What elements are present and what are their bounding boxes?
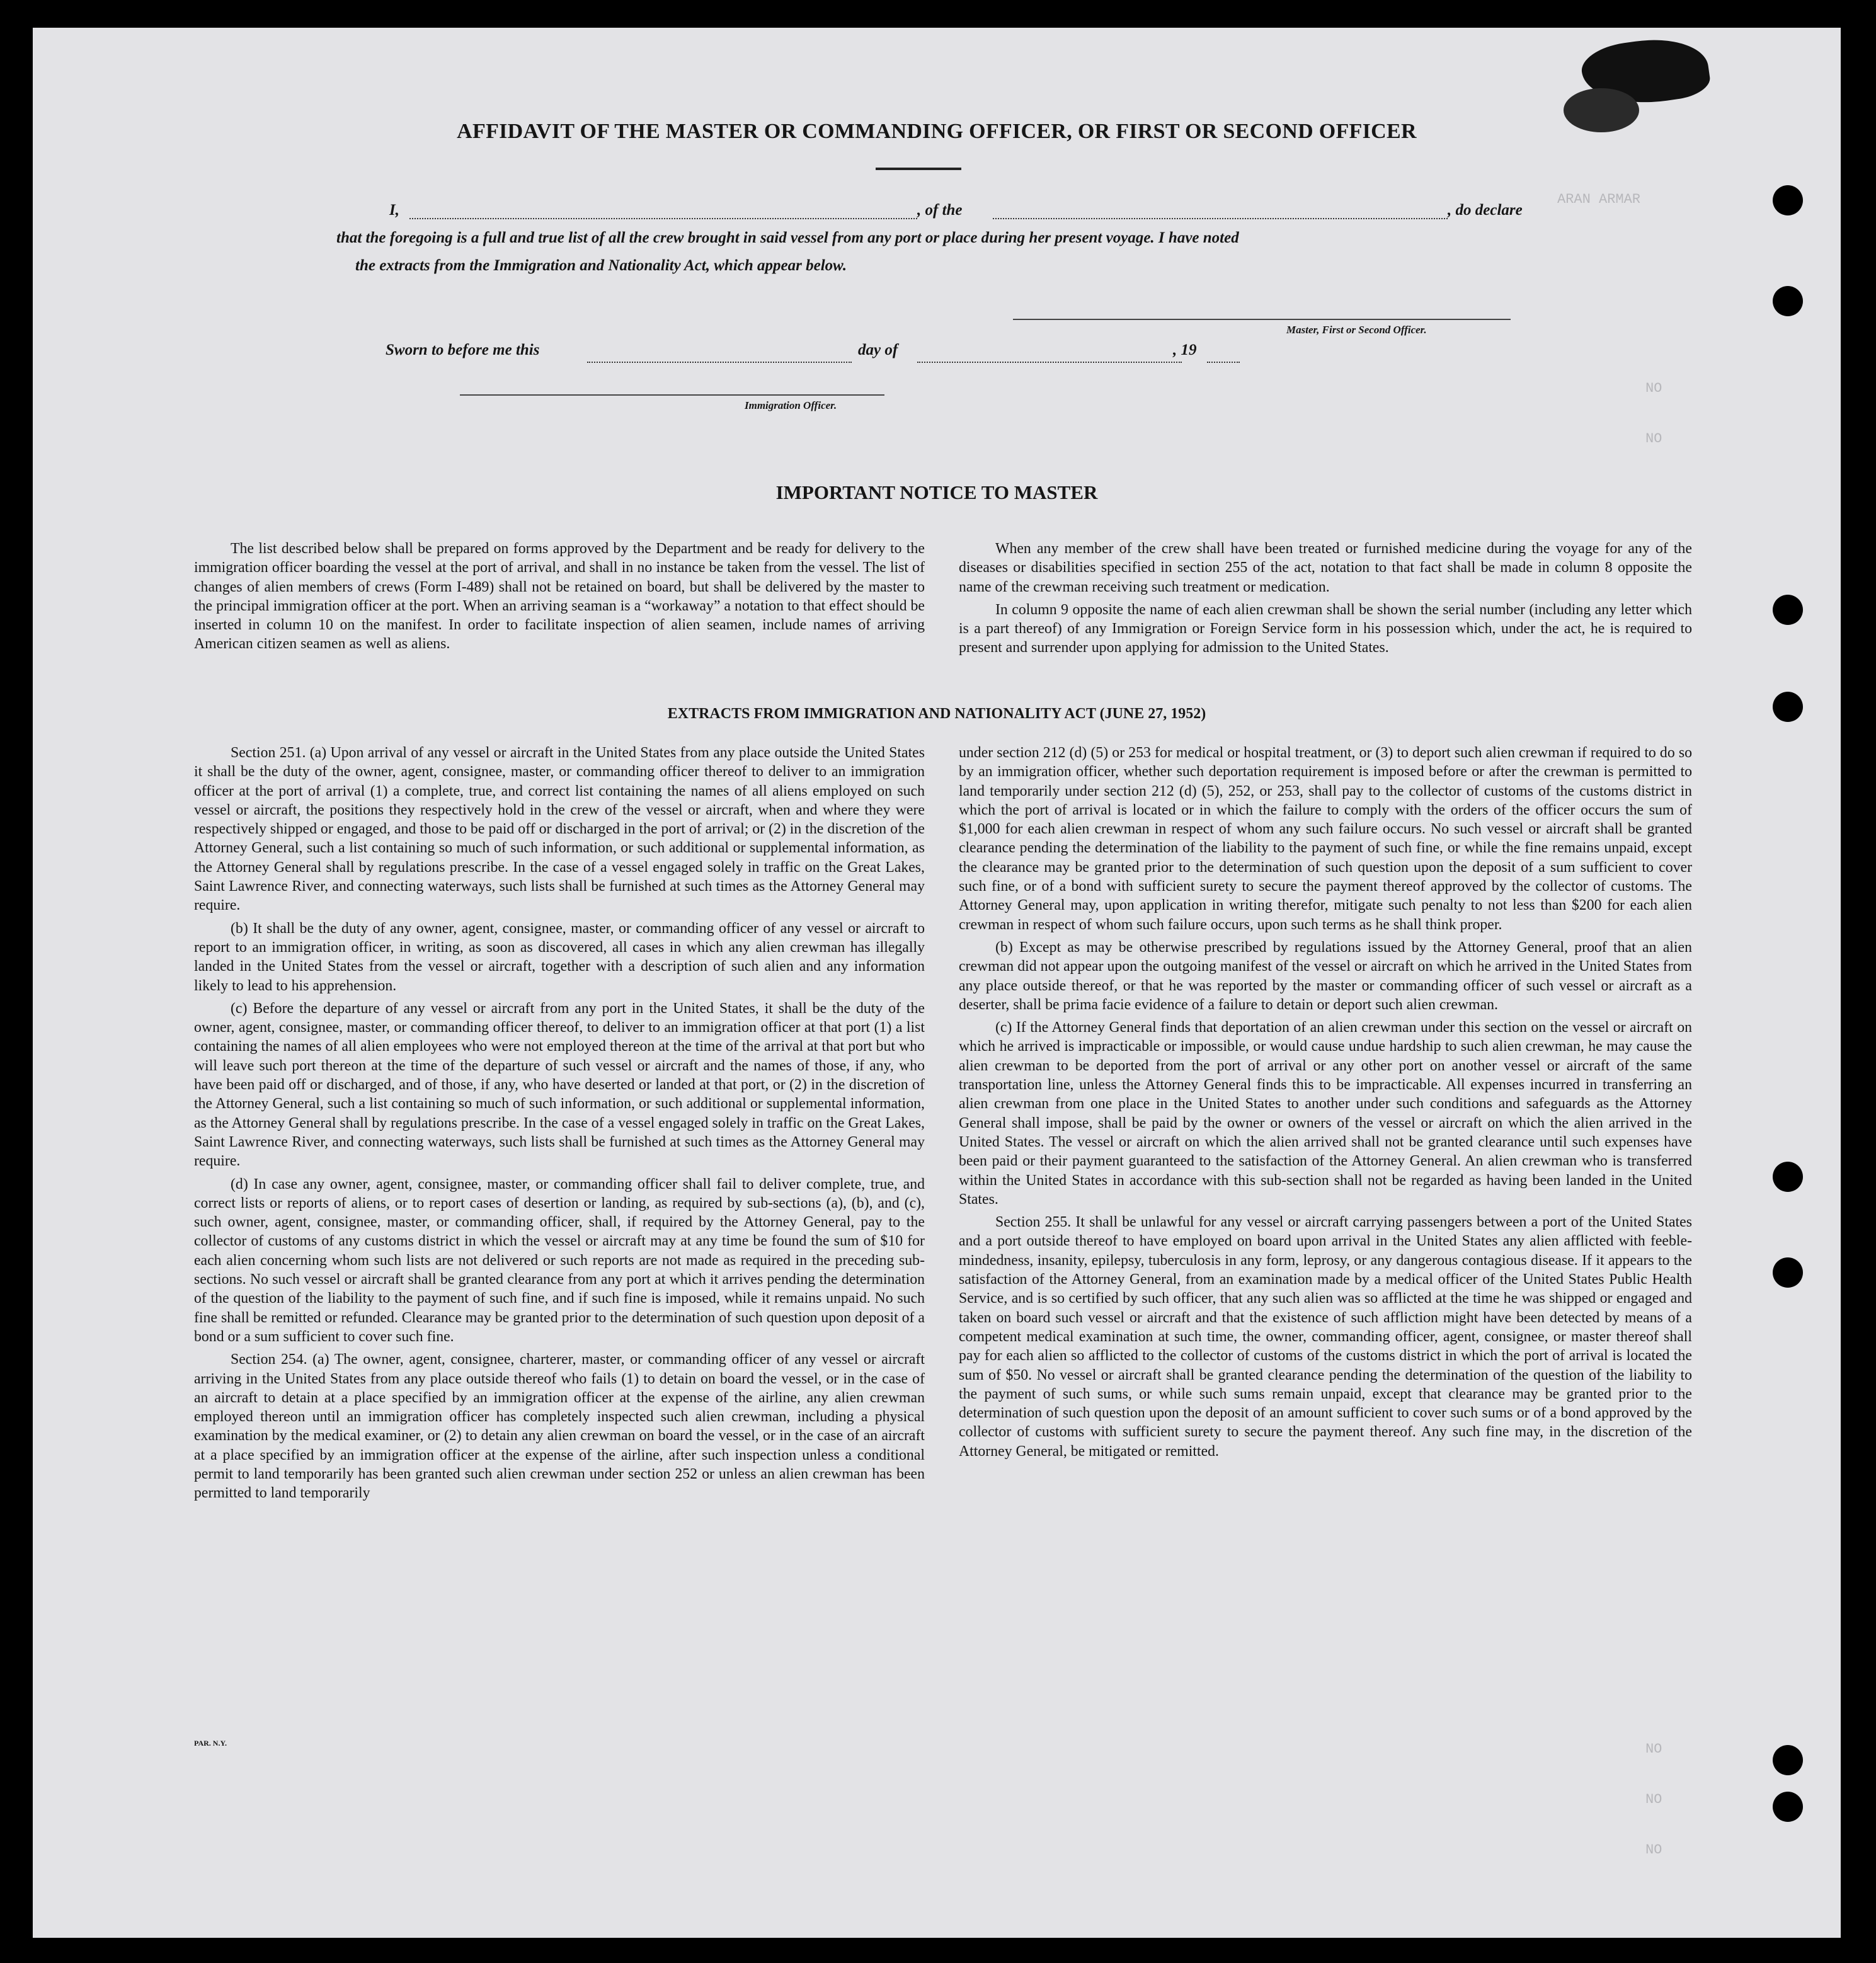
vessel-blank[interactable] xyxy=(993,218,1448,219)
affidavit-statement-line2: the extracts from the Immigration and Nationality Act, which appear below. xyxy=(355,257,847,274)
extracts-left-column xyxy=(194,743,925,1507)
affidavit-title: AFFIDAVIT OF THE MASTER OR COMMANDING OFFICER, OR FIRST OR SECOND OFFICER xyxy=(457,120,1417,143)
notice-right-paragraph-2: In column 9 opposite the name of each alien crewman shall be shown the serial number (including any letter which is a part thereof) of any Immigration or Foreign Service form in his possession which, under the act, he is required to present and surrender upon applying for admission to the United States. xyxy=(959,601,1692,656)
i-label: I, xyxy=(389,202,399,219)
printer-mark: PAR. N.Y. xyxy=(194,1739,227,1748)
year-blank[interactable] xyxy=(1207,362,1240,363)
section-254b: (b) Except as may be otherwise prescribed by regulations issued by the Attorney General, proof that an alien crewman did not appear upon the outgoing manifest of the vessel or aircraft on which he arrived in the United States from any place outside thereof, or that he was reported by the master or commanding officer of such vessel or aircraft as a deserter, shall be prima facie evidence of a failure to detain or deport such alien crewman. xyxy=(959,939,1692,1013)
extracts-heading: EXTRACTS FROM IMMIGRATION AND NATIONALITY ACT (JUNE 27, 1952) xyxy=(667,706,1206,722)
section-255: Section 255. It shall be unlawful for any vessel or aircraft carrying passengers between a port of the United States and a port outside thereof to have employed on board upon arrival in the United States any alien afflicted with feeble-mindedness, insanity, epilepsy, tuberculosis in any form, leprosy, or any dangerous contagious disease. If it appears to the satisfaction of the Attorney General, from an examination made by a medical officer of the United States Public Health Service, and is so certified by such officer, that any such alien was so afflicted at the time he was shipped or engaged and taken on board such vessel or aircraft and that the existence of such affliction might have been detected by means of a competent medical examination at such time, the owner, commanding officer, agent, consignee, or master thereof shall pay for each alien so afflicted to the collector of customs of the customs district in which the port of arrival is located the sum of $50. No vessel or aircraft shall be granted clearance pending the determination of the question of the liability to the payment of such sums, or while such sums remain unpaid, except that clearance may be granted prior to the determination of such question upon the deposit of an amount sufficient to cover such sums or of a bond approved by the collector of customs with sufficient surety to secure the payment thereof. Any such fine may, in the discretion of the Attorney General, be mitigated or remitted. xyxy=(959,1214,1692,1460)
bleed-through: OИ xyxy=(1645,1792,1662,1807)
master-caption: Master, First or Second Officer. xyxy=(1286,324,1427,336)
bleed-through: OИ xyxy=(1645,381,1662,396)
section-254a: Section 254. (a) The owner, agent, consignee, charterer, master, or commanding officer of any vessel or aircraft arriving in the United States from any place outside thereof who fails (1) to detain on board the vessel, or in the case of an aircraft to detain at a place specified by an immigration officer at the expense of the airline, any alien crewman employed thereon until an immigration officer has completely inspected such alien crewman, including a physical examination by the medical examiner, or (2) to detain any alien crewman on board the vessel, or in the case of an aircraft at a place specified by an immigration officer at the expense of the airline, after such inspection unless a conditional permit to land temporarily has been granted such alien crewman under section 252 or unless an alien crewman has been permitted to land temporarily xyxy=(194,1351,925,1502)
bleed-through: OИ xyxy=(1645,1741,1662,1757)
section-251b: (b) It shall be the duty of any owner, agent, consignee, master, or commanding officer of any vessel or aircraft to report to an immigration officer, in writing, as soon as discovered, all cases in which any alien crewman has illegally landed in the United States from the vessel or aircraft, together with a description of such alien and any information likely to lead to his apprehension. xyxy=(194,920,925,994)
of-the-label: , of the xyxy=(917,202,963,219)
section-251c: (c) Before the departure of any vessel or aircraft from any port in the United States, it shall be the duty of the owner, agent, consignee, master, or commanding officer thereof, to deliver to an immigration officer at that port (1) a list containing the names of all alien employees who were not employed thereon at the time of the arrival at that port but who will leave such port thereon at the time of the departure of such vessel or aircraft and the names of those, if any, who have been paid off or discharged, and of those, if any, who have deserted or landed at that port, or (2) in the discretion of the Attorney General, such a list containing so much of such information, or such additional or supplemental information, as the Attorney General shall by regulations prescribe. In the case of a vessel engaged solely in traffic on the Great Lakes, Saint Lawrence River, and connecting waterways, such lists shall be furnished at such times as the Attorney General may require. xyxy=(194,1000,925,1170)
bleed-through: OИ xyxy=(1645,431,1662,447)
title-rule xyxy=(876,168,961,170)
affidavit-statement-line1: that the foregoing is a full and true list of all the crew brought in said vessel from any port or place during her present voyage. I have noted xyxy=(336,229,1239,246)
sworn-month-blank[interactable] xyxy=(917,362,1182,363)
do-declare-label: , do declare xyxy=(1448,202,1523,219)
binder-hole xyxy=(1773,185,1803,215)
officer-signature-line[interactable] xyxy=(460,394,884,396)
officer-caption: Immigration Officer. xyxy=(745,399,837,411)
notice-heading: IMPORTANT NOTICE TO MASTER xyxy=(775,481,1098,503)
section-251a: Section 251. (a) Upon arrival of any vessel or aircraft in the United States from any place outside the United States it shall be the duty of the owner, agent, consignee, master, or commanding officer thereof to deliver to an immigration officer at the port of arrival (1) a complete, true, and correct list containing the names of all aliens employed on such vessel or aircraft, the positions they respectively hold in the crew of the vessel or aircraft, when and where they were respectively shipped or engaged, and those to be paid off or discharged in the port of arrival; or (2) in the discretion of the Attorney General, such a list containing so much of such information, or such additional or supplemental information, as the Attorney General shall by regulations prescribe. In the case of a vessel engaged solely in traffic on the Great Lakes, Saint Lawrence River, and connecting waterways, such lists shall be furnished at such times as the Attorney General may require. xyxy=(194,745,925,914)
bleed-through: ЯAMЯA ИAЯA xyxy=(1557,192,1641,207)
section-254c: (c) If the Attorney General finds that deportation of an alien crewman under this section on the vessel or aircraft on which he arrived is impracticable or impossible, or would cause undue hardship to such alien crewman, he may cause the alien crewman to be deported from the port of arrival or any other port on another vessel or aircraft of the same transportation line, unless the Attorney General finds this to be impracticable. All expenses incurred in transferring an alien crewman from one place in the United States to another under such conditions and safeguards as the Attorney General shall impose, shall be paid by the owner or owners of the vessel or aircraft on which the alien arrived in the United States. The vessel or aircraft on which the alien arrived shall not be granted clearance until such expenses have been paid or their payment guaranteed to the satisfaction of the Attorney General. An alien crewman who is transferred within the United States in accordance with this sub-section shall not be regarded as having been landed in the United States. xyxy=(959,1019,1692,1208)
sworn-day-blank[interactable] xyxy=(587,362,852,363)
year-label: , 19 xyxy=(1173,341,1197,358)
master-signature-line[interactable] xyxy=(1013,319,1511,320)
binder-hole xyxy=(1773,1162,1803,1192)
binder-hole xyxy=(1773,1792,1803,1822)
notice-right-column xyxy=(959,539,1692,661)
bleed-through: OИ xyxy=(1645,1842,1662,1858)
notice-left-column xyxy=(194,539,925,658)
binder-hole xyxy=(1773,286,1803,316)
notice-left-paragraph: The list described below shall be prepared on forms approved by the Department and be ready for delivery to the immigration officer boarding the vessel at the port of arrival, and shall in no instance be taken from the vessel. The list of changes of alien members of crews (Form I-489) shall not be retained on board, but shall be delivered by the master to the principal immigration officer at the port. When an arriving seaman is a “workaway” a notation to that effect should be inserted in column 10 on the manifest. In order to facilitate inspection of alien seamen, include names of arriving American citizen seamen as well as aliens. xyxy=(194,541,925,653)
binder-hole xyxy=(1773,595,1803,625)
day-of-label: day of xyxy=(858,341,898,358)
extracts-right-column xyxy=(959,743,1692,1465)
section-251d: (d) In case any owner, agent, consignee, master, or commanding officer shall fail to deliver complete, true, and correct lists or reports of aliens, or to report cases of desertion or landing, as required by sub-sections (a), (b), and (c), such owner, agent, consignee, master, or commanding officer, shall, if required by the Attorney General, pay to the collector of customs of any customs district in which the vessel or aircraft may at any time be found the sum of $10 for each alien concerning whom such lists are not delivered or such reports are not made as required in the preceding sub-sections. No such vessel or aircraft shall be granted clearance from any port at which it arrives pending the determination of the question of the liability to the payment of such fine, and if such fine is imposed, while it remains unpaid. No such fine shall be remitted or refunded. Clearance may be granted prior to the determination of such question upon deposit of a bond or a sum sufficient to cover such fine. xyxy=(194,1176,925,1345)
binder-hole xyxy=(1773,1745,1803,1775)
sworn-label: Sworn to before me this xyxy=(386,341,540,358)
binder-hole xyxy=(1773,1257,1803,1288)
notice-right-paragraph-1: When any member of the crew shall have been treated or furnished medicine during the voyage for any of the diseases or disabilities specified in section 255 of the act, notation to that fact shall be made in column 8 opposite the name of the crewman receiving such treatment or medication. xyxy=(959,541,1692,595)
name-blank[interactable] xyxy=(409,218,917,219)
document-page xyxy=(33,28,1841,1938)
section-254a-continued: under section 212 (d) (5) or 253 for medical or hospital treatment, or (3) to deport such alien crewman if required to do so by an immigration officer, whether such deportation requirement is imposed before or after the crewman is permitted to land temporarily under section 212 (d) (5), 252, or 253, shall pay to the collector of customs of the customs district in which the port of arrival is located or in which the failure to comply with the orders of the officer occurs the sum of $1,000 for each alien crewman in respect of whom any such failure occurs. No such vessel or aircraft shall be granted clearance pending the determination of the liability to the payment of such fine, or while the fine remains unpaid, except the clearance may be granted prior to the determination of such question upon the deposit of a sum sufficient to cover such fine, or of a bond with sufficient surety to secure the payment thereof approved by the collector of customs. The Attorney General may, upon application in writing therefor, mitigate such penalty to not less than $200 for each alien crewman in respect of whom such failure occurs, upon such terms as he shall think proper. xyxy=(959,745,1692,933)
